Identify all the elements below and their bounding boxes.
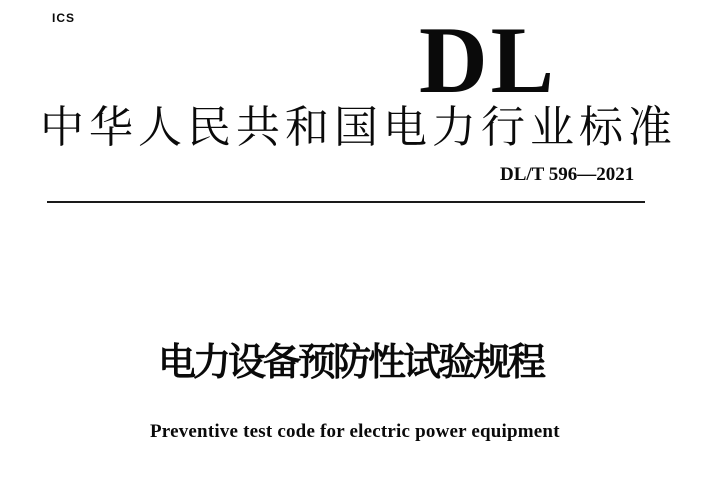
standard-number: DL/T 596—2021 <box>500 164 635 185</box>
dl-logo: DL <box>419 7 557 113</box>
doc-title-en: Preventive test code for electric power equipment <box>150 421 560 442</box>
header-rule-divider <box>47 201 645 203</box>
ics-label: ICS <box>52 11 76 25</box>
doc-title-cn: 电力设备预防性试验规程 <box>158 342 544 384</box>
standard-title-cn: 中华人民共和国电力行业标准 <box>40 103 677 152</box>
